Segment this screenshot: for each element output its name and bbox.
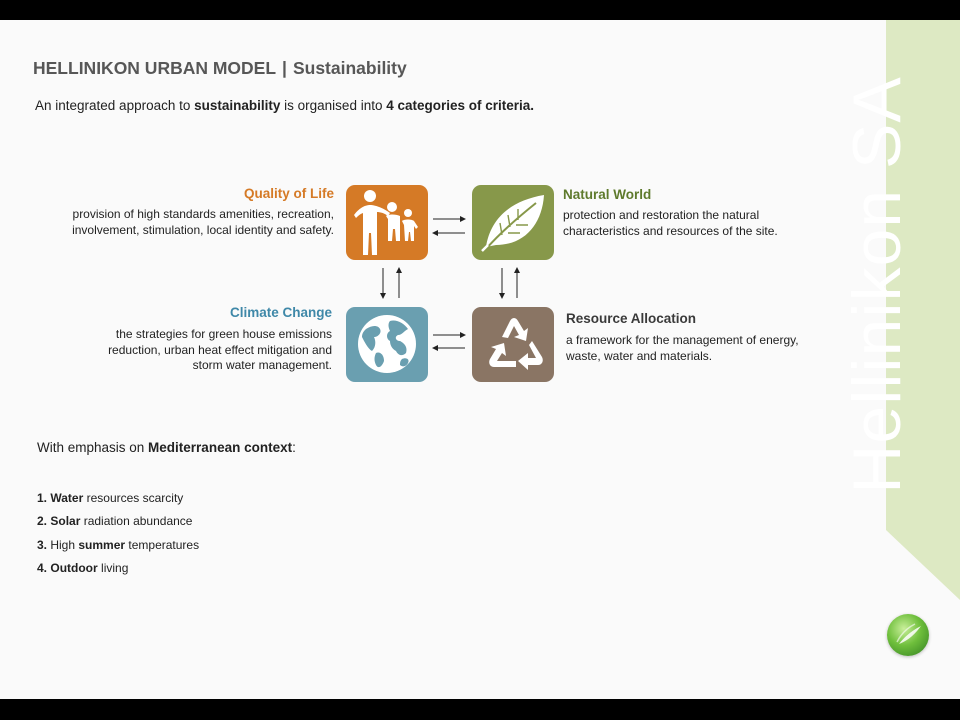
resource-allocation-desc: a framework for the management of energy, waste, water and materials. [566, 333, 799, 363]
quality-of-life-title: Quality of Life [243, 186, 334, 201]
family-icon [346, 185, 428, 260]
page-title: HELLINIKON URBAN MODEL | Sustainability [33, 58, 407, 78]
slide [0, 20, 960, 699]
emphasis-text: With emphasis on Mediterranean context: [37, 440, 296, 455]
resource-allocation-title: Resource Allocation [566, 311, 697, 326]
criteria-list [37, 491, 199, 584]
natural-world-title: Natural World [563, 187, 652, 202]
intro-text: An integrated approach to sustainability is organised into 4 categories of criteria. [35, 98, 535, 113]
quality-of-life-desc: provision of high standards amenities, recreation, involvement, stimulation, local identity and safety. [72, 207, 334, 237]
list-item: 2. Solar radiation abundance [37, 514, 193, 529]
list-item: 4. Outdoor living [37, 560, 129, 575]
brand-text: Hellinikon SA [839, 76, 915, 494]
climate-change-desc: the strategies for green house emissions reduction, urban heat effect mitigation and storm water management. [108, 327, 332, 372]
natural-world-desc: protection and restoration the natural characteristics and resources of the site. [563, 208, 778, 238]
recycle-icon [472, 307, 554, 382]
list-item: 3. High summer temperatures [37, 537, 200, 552]
globe-icon [346, 307, 428, 382]
leaf-icon [472, 185, 554, 260]
list-item: 1. Water resources scarcity [37, 491, 184, 505]
logo-icon [887, 614, 929, 656]
climate-change-title: Climate Change [229, 305, 332, 320]
